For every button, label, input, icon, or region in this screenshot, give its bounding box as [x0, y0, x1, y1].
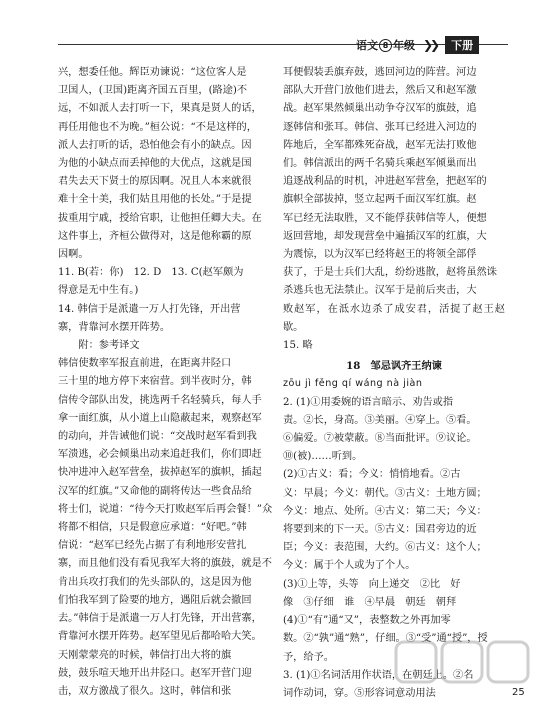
- text-line: 军溃逃，必会倾巢出动来追赶我们，你们即赶: [58, 449, 262, 461]
- text-line: 义：早晨；今义：朝代。③古义：土地方圆；: [283, 487, 487, 499]
- text-line: 为他的小缺点而丢掉他的大优点，这就是国: [58, 158, 252, 170]
- text-line: 逐韩信和张耳。韩信、张耳已经进入河边的: [283, 121, 477, 133]
- text-line: 寨，而且他们没有看见我军大将的旗鼓，就是不: [58, 558, 272, 570]
- text-line: 这件事上，齐桓公做得对，这是他称霸的原: [58, 230, 252, 242]
- text-line: 获了，于是士兵们大乱，纷纷逃散，赵将虽然诛: [283, 267, 497, 279]
- text-line: 15. 略: [283, 340, 313, 352]
- text-line: 远，不如派人去打听一下，果真是贤人的话，: [58, 103, 262, 115]
- text-line: zōu jì fěng qí wáng nà jiàn: [283, 378, 423, 390]
- text-line: 卫国人，(卫国)距离齐国五百里，(路途)不: [58, 85, 248, 97]
- text-line: 责。②长，身高。③美丽。④穿上。⑤看。: [283, 414, 477, 426]
- grade-circle: 8: [379, 39, 392, 52]
- text-line: 附：参考译文: [78, 340, 140, 352]
- text-line: 难十全十美，我们姑且用他的长处。”于是提: [58, 194, 252, 206]
- text-line: 得意是无中生有。): [58, 285, 139, 297]
- text-line: 杀逃兵也无法禁止。汉军于是前后夹击，大: [283, 285, 477, 297]
- text-line: 再任用他也不为晚。”桓公说：“不是这样的，: [58, 121, 257, 133]
- text-line: 追逐战利品的时机，冲进赵军营垒，把赵军的: [283, 176, 487, 188]
- text-line: 的动向，并告诫他们说：“交战时赵军看到我: [58, 431, 257, 443]
- text-line: 旗帜全部拔掉，竖立起两千面汉军红旗。赵: [283, 194, 477, 206]
- text-line: 阵地后，全军都殊死奋战，赵军无法打败他: [283, 139, 477, 151]
- text-line: (3)①上等，头等 向上递交 ②比 好: [283, 578, 461, 590]
- text-line: 今义：地点、处所。④古义：第二天；今义：: [283, 505, 487, 517]
- text-line: 为震惊，以为汉军已经将赵王的将领全部俘: [283, 249, 477, 261]
- text-line: 兴，想委任他。辉臣劝谏说：“这位客人是: [58, 67, 247, 78]
- text-line: 将要到来的下一天。⑤古义：国君旁边的近: [283, 524, 477, 536]
- text-line: 14. 韩信于是派遣一万人打先锋，开出营: [58, 303, 241, 315]
- text-line: 天刚蒙蒙亮的时候，韩信打出大将的旗: [58, 649, 232, 661]
- page-number: 25: [512, 687, 525, 698]
- text-line: 击，双方激战了很久。这时，韩信和张: [58, 685, 232, 697]
- grade-label: 年级: [393, 39, 415, 52]
- volume-badge: 下册: [445, 36, 479, 54]
- text-line: 三十里的地方停下来宿营。到半夜时分，韩: [58, 376, 252, 388]
- left-column: [58, 64, 276, 701]
- text-line: 战。赵军果然倾巢出动争夺汉军的旗鼓，追: [283, 103, 477, 115]
- text-line: 派人去打听的话，恐怕他会有小的缺点。因: [58, 139, 252, 151]
- text-line: 耳便假装丢旗弃鼓，逃回河边的阵营。河边: [283, 67, 477, 78]
- double-chevron-icon: ❯❯: [423, 38, 438, 52]
- text-line: 将都不相信，只是假意应承道：“好吧。”韩: [58, 522, 247, 534]
- text-line: (4)①“有”通“又”，表整数之外再加零: [283, 615, 451, 627]
- header-subject: [356, 37, 415, 53]
- text-line: 败赵军，在泜水边杀了成安君，活捉了赵王赵歇。: [283, 303, 505, 333]
- text-line: 韩信使数率军报直前进，在距离井陉口: [58, 358, 232, 370]
- text-line: 臣；今义：表范围，大约。⑥古义：这个人；: [283, 542, 487, 554]
- text-line: 像 ③仔细 谁 ④早晨 朝廷 朝拜: [283, 596, 457, 608]
- text-line: 18 邹忌讽齐王纳谏: [346, 360, 442, 373]
- text-line: 寨，背靠河水摆开阵势。: [58, 321, 171, 333]
- text-line: 拿一面红旗，从小道上山隐蔽起来，观察赵军: [58, 412, 262, 424]
- text-line: 汉军的红旗。”又命他的副将传达一些食品给: [58, 485, 252, 497]
- text-line: 因啊。: [58, 249, 89, 261]
- text-line: 今义：属于个人或为了个人。: [283, 560, 416, 572]
- page-header: [356, 34, 479, 56]
- text-line: 信传令部队出发，挑选两千名轻骑兵，每人手: [58, 394, 262, 406]
- subject-label: 语文: [356, 39, 378, 52]
- text-line: ⑩(被)……听到。: [283, 451, 363, 463]
- text-line: 3. (1)①名词活用作状语，在朝廷上。②名: [283, 669, 474, 681]
- text-line: 去。”韩信于是派遣一万人打先锋，开出营寨，: [58, 613, 262, 625]
- text-line: (2)①古义：看；今义：悄悄地看。②古: [283, 469, 461, 481]
- text-line: 拔重用宁戚，授给官职，让他担任卿大夫。在: [58, 212, 262, 224]
- text-line: 11. B(若：你) 12. D 13. C(赵军颇为: [58, 267, 244, 279]
- text-line: 将士们，说道：“待今天打败赵军后再会餐！”众: [58, 503, 273, 515]
- text-line: 肯出兵攻打我们的先头部队的，这是因为他: [58, 576, 252, 588]
- text-line: 2. (1)①用委婉的语言暗示、劝告或指: [283, 396, 454, 408]
- text-line: 予，给予。: [283, 651, 334, 663]
- text-line: 君失去天下贤士的原因啊。况且人本来就很: [58, 176, 252, 188]
- text-line: ⑥偏爱。⑦被蒙蔽。⑧当面批评。⑨议论。: [283, 433, 477, 445]
- text-line: 们。韩信派出的两千名骑兵乘赵军倾巢而出: [283, 158, 477, 170]
- text-line: 词作动词，穿。⑤形容词意动用法: [283, 687, 436, 699]
- text-line: 部队大开营门放他们进去，然后又和赵军激: [283, 85, 477, 97]
- right-column: [283, 64, 505, 703]
- text-line: 数。②“孰”通“熟”，仔细。③“受”通“授”，授: [283, 633, 488, 645]
- text-line: 军已经无法取胜，又不能俘获韩信等人，便想: [283, 212, 487, 224]
- text-line: 背靠河水摆开阵势。赵军望见后都哈哈大笑。: [58, 631, 262, 643]
- text-line: 返回营地，却发现营垒中遍插汉军的红旗，大: [283, 230, 487, 242]
- text-line: 鼓，鼓乐喧天地开出井陉口。赵军开营门迎: [58, 667, 252, 679]
- text-line: 快冲进冲入赵军营垒，拔掉赵军的旗帜，插起: [58, 467, 262, 479]
- text-line: 信说：“赵军已经先占据了有利地形安营扎: [58, 540, 247, 552]
- text-line: 们怕我军到了险要的地方，遇阻后就会撤回: [58, 594, 252, 606]
